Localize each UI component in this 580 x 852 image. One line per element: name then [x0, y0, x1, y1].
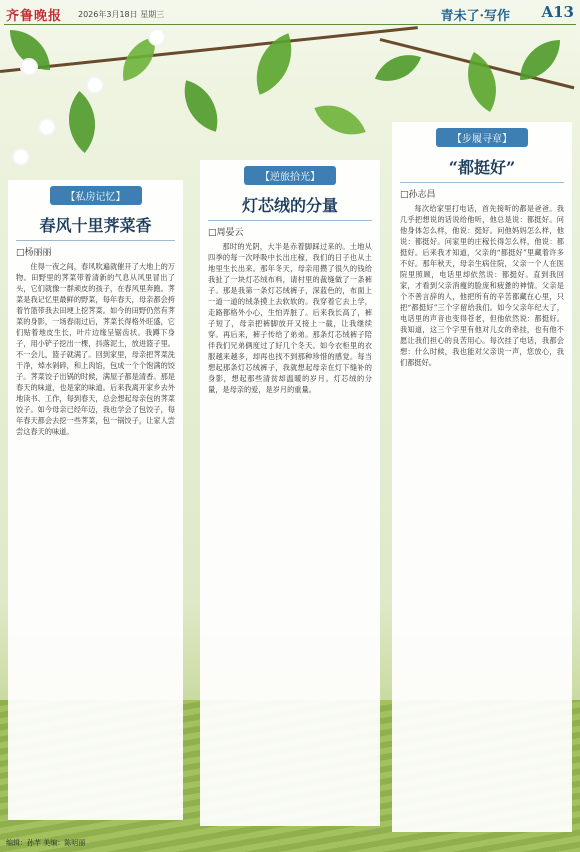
masthead — [0, 0, 580, 26]
title-rule — [208, 220, 372, 221]
page-footer: 编辑：孙芊 美编：陈明丽 — [6, 839, 86, 847]
date-line: 2026年3月18日 星期三 — [78, 10, 165, 19]
article-column-3 — [392, 122, 572, 832]
branch-decoration — [0, 26, 418, 73]
article-tag: 【步履寻章】 — [436, 128, 528, 147]
flower-decoration — [22, 60, 36, 74]
article-body: 那时的光阴，大半是赤着脚踩过来的。土地从四季的每一次呼吸中长出庄稼，我们的日子也从土地里生长出来。那年冬天，母亲用攒了很久的钱给我扯了一块灯芯绒布料，请村里的裁缝做了一条裤子。那是我第一条灯芯绒裤子，深蓝色的，布面上一道一道的绒条摸上去软软的。我穿着它去上学，走路都格外小心，生怕弄脏了。后来我长高了，裤子短了，母亲把裤脚放开又接上一截，让我继续穿。再后来，裤子传给了弟弟。那条灯芯绒裤子陪伴我们兄弟俩度过了好几个冬天。如今衣柜里的衣服越来越多，却再也找不到那种珍惜的感觉。每当想起那条灯芯绒裤子，我就想起母亲在灯下缝补的身影，想起那些清贫却温暖的岁月。灯芯绒的分量，是母亲的爱，是岁月的重量。 — [208, 242, 372, 394]
flower-decoration — [150, 30, 164, 44]
flower-decoration — [88, 78, 102, 92]
article-title: “都挺好” — [448, 158, 516, 177]
header-rule — [4, 24, 576, 25]
article-author: □孙志昌 — [400, 190, 436, 200]
title-rule — [400, 182, 564, 183]
article-author: □周晏云 — [208, 228, 244, 238]
article-tag: 【逆旅拾光】 — [244, 166, 336, 185]
flower-decoration — [40, 120, 54, 134]
article-author: □杨丽丽 — [16, 248, 52, 258]
article-body: 每次给家里打电话，首先接听的都是爸爸。我几乎把想说的话说给他听，他总是说：都挺好。问他身体怎么样，他说：挺好。问他妈妈怎么样，他说：都挺好。问家里的庄稼长得怎么样，他说：都挺好。后来我才知道，父亲的“都挺好”里藏着许多不好。那年秋天，母亲生病住院，父亲一个人在医院里照顾，电话里却依然说：都挺好。直到我回家，才看到父亲消瘦的脸庞和疲惫的神情。父亲是个不善言辞的人，他把所有的辛苦都藏在心里，只把“都挺好”三个字留给我们。如今父亲年纪大了，电话里的声音也变得苍老，但他依然说：都挺好。我知道，这三个字里有他对儿女的牵挂，也有他不愿让我们担心的良苦用心。每次挂了电话，我都会想：什么时候，我也能对父亲说一声，您放心，我们都挺好。 — [400, 204, 564, 367]
article-title: 灯芯绒的分量 — [241, 196, 338, 215]
flower-decoration — [14, 150, 28, 164]
leaf-decoration — [375, 45, 421, 91]
article-title: 春风十里荠菜香 — [39, 216, 152, 235]
article-body: 住得一夜之间，春风吹遍就催开了大地上的万物。田野里的荠菜带着清新的气息从风里冒出了头，它们就像一群顽皮的孩子，在春风里奔跑。荠菜是我记忆里最鲜的野菜，每年春天，母亲都会挎着竹篮带我去田埂上挖荠菜。如今的田野仍然有荠菜的身影，一场春雨过后，荠菜长得格外旺盛，它们贴着地皮生长，叶片边缘呈锯齿状。我蹲下身子，用小铲子挖出一棵，抖落泥土，放进篮子里。不一会儿，篮子就满了。回到家里，母亲把荠菜洗干净，焯水剁碎，和上肉馅，包成一个个饱满的饺子。荠菜饺子出锅的时候，满屋子都是清香。那是春天的味道，也是家的味道。后来我离开家乡去外地读书、工作，每到春天，总会想起母亲包的荠菜饺子。如今母亲已经年迈，我也学会了包饺子，每年春天都会去挖一些荠菜，包一锅饺子，让家人尝尝这春天的味道。 — [16, 262, 175, 436]
newspaper-logo: 齐鲁晚报 — [6, 9, 63, 24]
leaf-decoration — [175, 80, 226, 131]
title-rule — [16, 240, 175, 241]
leaf-decoration — [520, 40, 560, 80]
article-column-1 — [8, 180, 183, 820]
article-tag: 【私房记忆】 — [50, 186, 142, 205]
leaf-decoration — [314, 94, 365, 145]
page-number: A13 — [541, 3, 574, 21]
section-title: 青未了·写作 — [440, 9, 510, 24]
article-column-2 — [200, 160, 380, 826]
leaf-decoration — [51, 91, 113, 153]
